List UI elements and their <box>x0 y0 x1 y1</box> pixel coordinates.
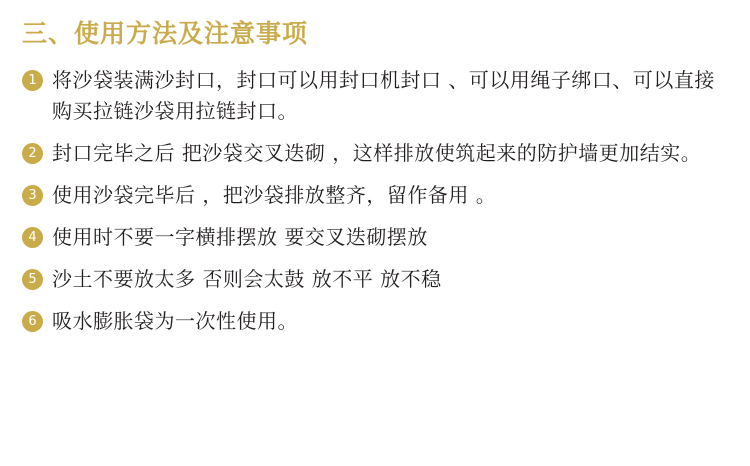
section-title: 三、使用方法及注意事项 <box>22 19 309 48</box>
list-item-text-3: 使用沙袋完毕后 ，把沙袋排放整齐，留作备用 。 <box>52 182 497 207</box>
list-item-text-4: 使用时不要一字横排摆放 要交叉迭砌摆放 <box>52 224 428 249</box>
list-number-badge-2: 2 <box>22 143 43 164</box>
list-number-badge-6: 6 <box>22 311 43 332</box>
list-number-badge-3: 3 <box>22 185 43 206</box>
list-item-text-6: 吸水膨胀袋为一次性使用。 <box>52 308 298 333</box>
list-item <box>22 138 734 169</box>
list-item-text-2: 封口完毕之后 把沙袋交叉迭砌 ，这样排放使筑起来的防护墙更加结实。 <box>52 140 702 165</box>
list-number-badge-4: 4 <box>22 227 43 248</box>
list-item-text-5: 沙土不要放太多 否则会太鼓 放不平 放不稳 <box>52 266 442 291</box>
list-item <box>22 264 734 295</box>
list-item <box>22 180 734 211</box>
list-item-text-1: 将沙袋装满沙封口，封口可以用封口机封口 、可以用绳子绑口、可以直接购买拉链沙袋用拉链封口。 <box>52 67 715 123</box>
list-number-badge-1: 1 <box>22 70 43 91</box>
list-number-badge-5: 5 <box>22 269 43 290</box>
instruction-list <box>22 65 734 337</box>
list-item <box>22 306 734 337</box>
list-item <box>22 222 734 253</box>
list-item <box>22 65 734 127</box>
